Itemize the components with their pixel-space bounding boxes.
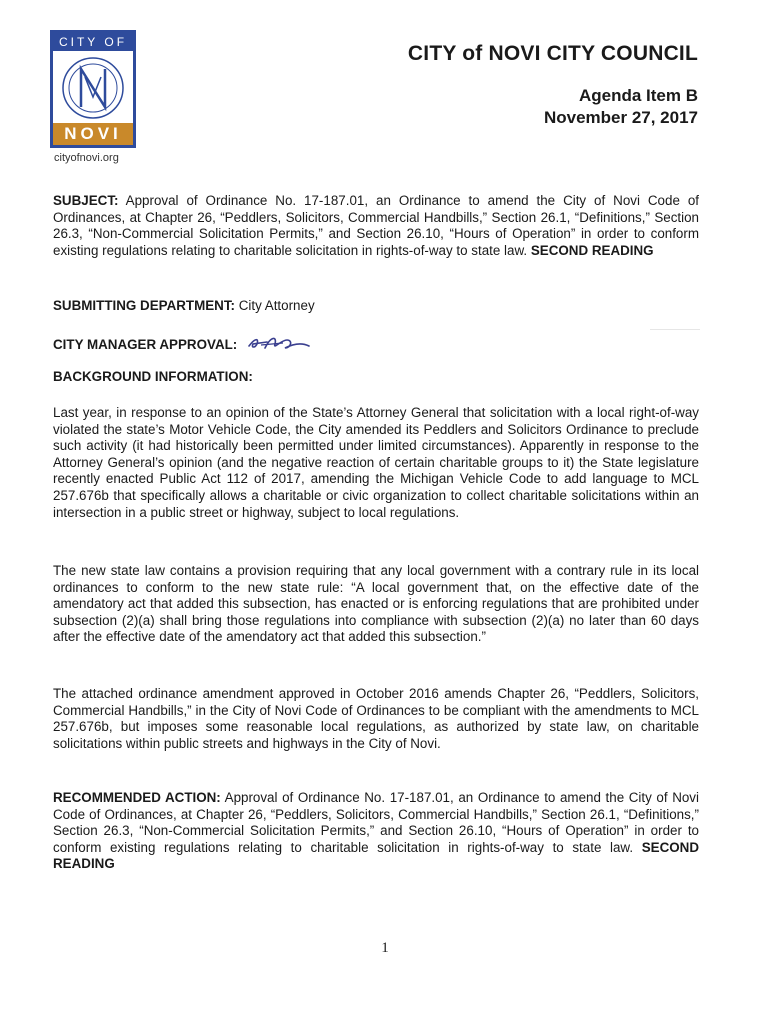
- divider: [650, 329, 700, 330]
- meeting-date: November 27, 2017: [543, 108, 698, 127]
- background-paragraph-3: The attached ordinance amendment approved in October 2016 amends Chapter 26, “Peddlers, Solicitors, Commercial Handbills,” in the City of Novi Code of Ordinances to be compliant with the amendments to MCL 257.676b, but imposes some reasonable local regulations, as authorized by state law, on charitable solicitations within public streets and highways in the City of Novi.: [53, 686, 699, 751]
- subject-section: [53, 193, 699, 259]
- logo-bottom-text: NOVI: [53, 123, 133, 145]
- subject-label: SUBJECT:: [53, 193, 119, 208]
- signature-icon: [247, 332, 311, 359]
- background-paragraph-1: Last year, in response to an opinion of the State’s Attorney General that solicitation with a local right-of-way violated the state’s Motor Vehicle Code, the City amended its Peddlers and Solicitors Ordinance to preclude such activity (it had historically been permitted under limited circumstances). Apparently in response to the Attorney General’s opinion (and the negative reaction of certain charitable groups to it) the State legislature recently enacted Public Act 112 of 2017, amending the Michigan Vehicle Code to add language to MCL 257.676b that specifically allows a charitable or civic organization to collect charitable solicitations within an intersection in a public street or highway, subject to local regulations.: [53, 405, 699, 520]
- logo-emblem: [53, 51, 133, 123]
- header: [408, 42, 698, 129]
- manager-label: CITY MANAGER APPROVAL:: [53, 336, 238, 352]
- submitting-section: [53, 298, 699, 315]
- background-heading-text: BACKGROUND INFORMATION:: [53, 369, 253, 384]
- city-logo: [50, 30, 142, 164]
- subject-reading: SECOND READING: [530, 242, 654, 258]
- recommended-label: RECOMMENDED ACTION:: [53, 790, 221, 805]
- recommended-action-section: [53, 790, 699, 873]
- subject-text: Approval of Ordinance No. 17-187.01, an Ordinance to amend the City of Novi Code of Ordinances, at Chapter 26, “Peddlers, Solicitors, Commercial Handbills,” Section 26.1, “Definitions,” Section 26.3, “Non-Commercial Solicitation Permits,” and Section 26.10, “Hours of Operation” in order to conform existing regulations relating to charitable solicitation in rights-of-way to state law.: [53, 193, 699, 258]
- logo-frame: [50, 30, 136, 148]
- agenda-item: Agenda Item B: [578, 86, 698, 105]
- submitting-label: SUBMITTING DEPARTMENT:: [53, 298, 236, 313]
- logo-top-text: CITY OF: [53, 33, 133, 51]
- page-number: 1: [381, 940, 389, 956]
- council-title: CITY of NOVI CITY COUNCIL: [407, 42, 698, 65]
- submitting-value: City Attorney: [235, 298, 315, 313]
- recommended-text: Approval of Ordinance No. 17-187.01, an Ordinance to amend the City of Novi Code of Ordinances, at Chapter 26, “Peddlers, Solicitors, Commercial Handbills,” Section 26.1, “Definitions,” Section 26.3, “Non-Commercial Solicitation Permits,” and Section 26.10, “Hours of Operation” in order to conform existing regulations relating to charitable solicitation in rights-of-way to state law.: [53, 790, 699, 855]
- logo-url: cityofnovi.org: [54, 152, 119, 164]
- emblem-icon: [53, 51, 133, 123]
- recommended-reading: SECOND READING: [53, 839, 699, 872]
- background-paragraph-2: The new state law contains a provision requiring that any local government with a contrary rule in its local ordinances to conform to the new state rule: “A local government that, on the effective date of the amendatory act that added this subsection, has enacted or is enforcing regulations that are prohibited under subsection (2)(a) shall bring those regulations into compliance with subsection (2)(a) no later than 60 days after the effective date of the amendatory act that added this subsection.”: [53, 563, 699, 645]
- manager-approval-section: [53, 332, 699, 359]
- background-heading: [53, 369, 699, 386]
